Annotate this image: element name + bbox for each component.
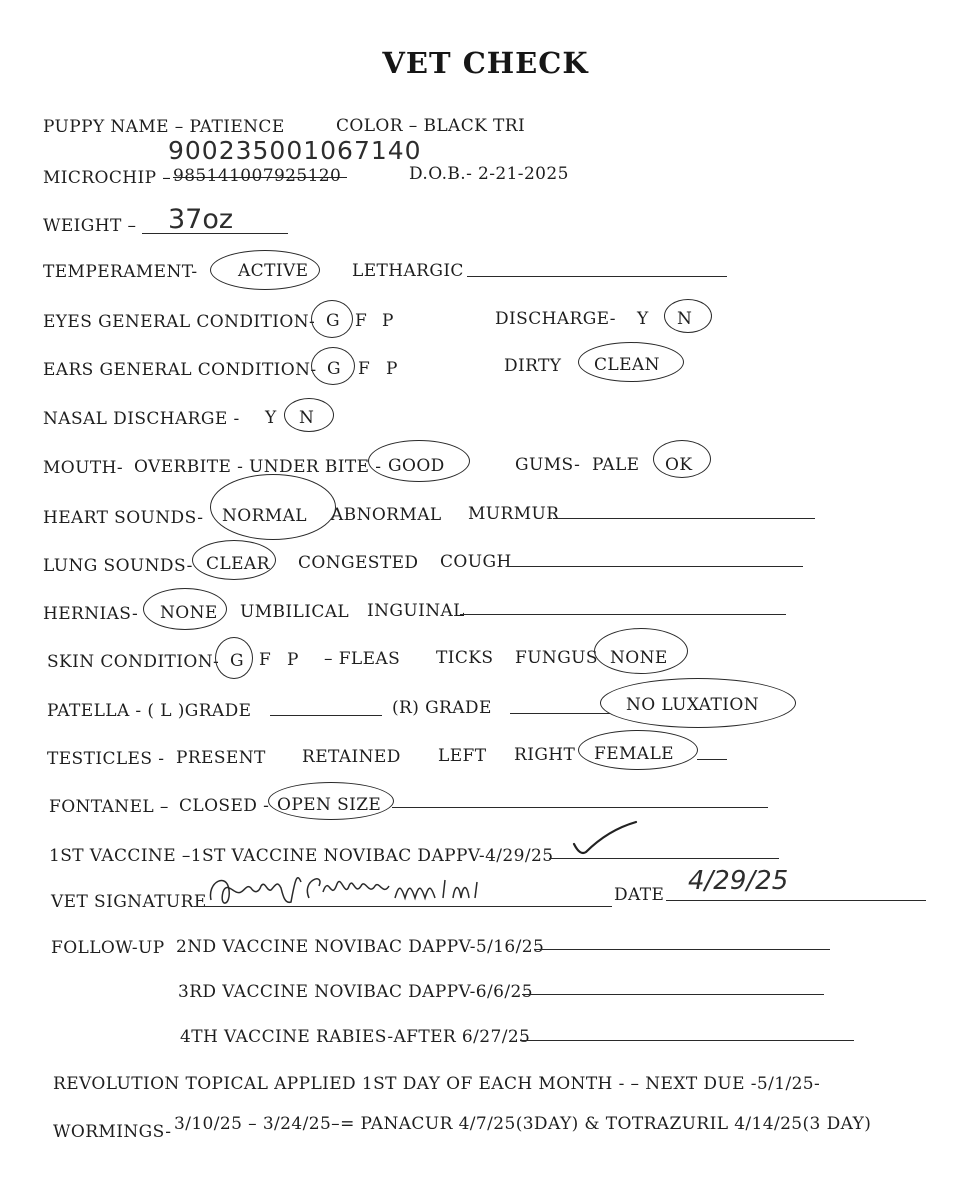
mouth-label: MOUTH- (43, 458, 123, 478)
temperament-active-circle (210, 250, 320, 290)
heart-abnormal: ABNORMAL (331, 505, 442, 525)
patella-right-grade: (R) GRADE (392, 698, 492, 718)
ears-label: EARS GENERAL CONDITION- (43, 360, 317, 380)
skin-f: F (259, 650, 272, 670)
followup-item-2nd-vaccine: 2ND VACCINE NOVIBAC DAPPV-5/16/25 (176, 937, 545, 957)
temperament-blank-line (467, 276, 727, 277)
heart-label: HEART SOUNDS- (43, 508, 204, 528)
wormings-value: 3/10/25 – 3/24/25–= PANACUR 4/7/25(3DAY) & TOTRAZURIL 4/14/25(3 DAY) (174, 1114, 872, 1134)
lung-congested: CONGESTED (298, 553, 419, 573)
skin-g: G (230, 651, 244, 671)
mouth-options: OVERBITE - UNDER BITE - (134, 457, 382, 477)
hernias-inguinal: INGUINAL (367, 601, 465, 621)
gums-ok: OK (665, 455, 693, 475)
followup-label: FOLLOW-UP (51, 938, 165, 958)
testicles-retained: RETAINED (302, 747, 401, 767)
skin-label: SKIN CONDITION- (47, 652, 220, 672)
nasal-n: N (299, 408, 315, 428)
microchip-printed-number: 985141007925120 (173, 166, 342, 186)
wormings-label: WORMINGS- (53, 1122, 172, 1142)
first-vaccine-line: 1ST VACCINE –1ST VACCINE NOVIBAC DAPPV-4/29/25 (49, 846, 554, 866)
lung-cough: COUGH (440, 552, 512, 572)
mouth-good-circle (368, 440, 470, 482)
followup-4th-blank-line (520, 1040, 854, 1041)
skin-none-circle (594, 628, 688, 674)
nasal-n-circle (284, 398, 334, 432)
date-handwritten-value: 4/29/25 (688, 866, 789, 896)
testicles-right: RIGHT (514, 745, 576, 765)
vet-signature-ink (205, 862, 490, 914)
ears-f: F (358, 359, 371, 379)
testicles-left: LEFT (438, 746, 487, 766)
eyes-discharge-n-circle (664, 299, 712, 333)
eyes-g-circle (311, 300, 353, 338)
skin-fleas: – FLEAS (324, 649, 401, 669)
ears-g: G (327, 359, 341, 379)
followup-item-3rd-vaccine: 3RD VACCINE NOVIBAC DAPPV-6/6/25 (178, 982, 533, 1002)
nasal-label: NASAL DISCHARGE - (43, 409, 240, 429)
temperament-label: TEMPERAMENT- (43, 262, 198, 282)
lung-clear-circle (192, 540, 276, 580)
ears-p: P (386, 359, 398, 379)
skin-ticks: TICKS (436, 648, 494, 668)
gums-label: GUMS- (515, 455, 581, 475)
weight-label: WEIGHT – (43, 216, 137, 236)
hernias-none: NONE (160, 603, 218, 623)
lung-blank-line (507, 566, 803, 567)
followup-3rd-blank-line (522, 994, 824, 995)
vet-signature-label: VET SIGNATURE (51, 892, 207, 912)
patella-label: PATELLA - ( L )GRADE (47, 701, 252, 721)
eyes-p: P (382, 311, 394, 331)
ears-clean: CLEAN (594, 355, 660, 375)
dob-field: D.O.B.- 2-21-2025 (409, 164, 569, 184)
testicles-female-circle (578, 730, 698, 770)
color-field: COLOR – BLACK TRI (336, 116, 526, 136)
form-title: VET CHECK (382, 46, 589, 80)
revolution-line: REVOLUTION TOPICAL APPLIED 1ST DAY OF EACH MONTH - – NEXT DUE -5/1/25- (53, 1074, 821, 1094)
gums-pale: PALE (592, 455, 640, 475)
skin-p: P (287, 650, 299, 670)
lung-label: LUNG SOUNDS- (43, 556, 193, 576)
checkmark-icon (570, 816, 640, 860)
fontanel-open-size: OPEN SIZE (277, 795, 382, 815)
eyes-discharge-label: DISCHARGE- (495, 309, 616, 329)
followup-item-4th-vaccine: 4TH VACCINE RABIES-AFTER 6/27/25 (180, 1027, 531, 1047)
lung-clear: CLEAR (206, 554, 270, 574)
testicles-blank-line (697, 759, 727, 760)
testicles-female: FEMALE (594, 744, 674, 764)
patella-left-blank-line (270, 715, 382, 716)
heart-murmur: MURMUR (468, 504, 560, 524)
eyes-f: F (355, 311, 368, 331)
fontanel-blank-line (392, 807, 768, 808)
hernias-umbilical: UMBILICAL (240, 602, 350, 622)
puppy-name-field: PUPPY NAME – PATIENCE (43, 117, 285, 137)
fontanel-label: FONTANEL – (49, 797, 169, 817)
nasal-y: Y (265, 408, 277, 428)
followup-2nd-blank-line (534, 949, 830, 950)
fontanel-open-size-circle (268, 782, 394, 820)
heart-normal: NORMAL (222, 506, 307, 526)
eyes-label: EYES GENERAL CONDITION- (43, 312, 316, 332)
skin-none: NONE (610, 648, 668, 668)
weight-handwritten-value: 37oz (168, 204, 234, 235)
ears-clean-circle (578, 342, 684, 382)
microchip-label: MICROCHIP – (43, 168, 172, 188)
date-line (666, 900, 926, 901)
testicles-present: PRESENT (176, 748, 266, 768)
patella-result: NO LUXATION (626, 695, 760, 715)
heart-blank-line (553, 518, 815, 519)
patella-result-circle (600, 678, 796, 728)
temperament-active: ACTIVE (238, 261, 309, 281)
testicles-label: TESTICLES - (47, 749, 165, 769)
gums-ok-circle (653, 440, 711, 478)
ears-g-circle (311, 347, 355, 385)
skin-fungus: FUNGUS (515, 648, 598, 668)
eyes-discharge-n: N (677, 309, 693, 329)
hernias-blank-line (460, 614, 786, 615)
temperament-lethargic: LETHARGIC (352, 261, 464, 281)
fontanel-closed: CLOSED - (179, 796, 270, 816)
mouth-good: GOOD (388, 456, 445, 476)
eyes-g: G (326, 311, 340, 331)
hernias-none-circle (143, 588, 227, 630)
heart-normal-circle (210, 474, 336, 540)
ears-dirty: DIRTY (504, 356, 562, 376)
patella-right-blank-line (510, 713, 610, 714)
hernias-label: HERNIAS- (43, 604, 139, 624)
date-label: DATE (614, 885, 665, 905)
eyes-discharge-y: Y (637, 309, 649, 329)
microchip-strike-line (173, 177, 347, 178)
skin-g-circle (215, 637, 253, 679)
microchip-handwritten-number: 900235001067140 (168, 136, 422, 165)
